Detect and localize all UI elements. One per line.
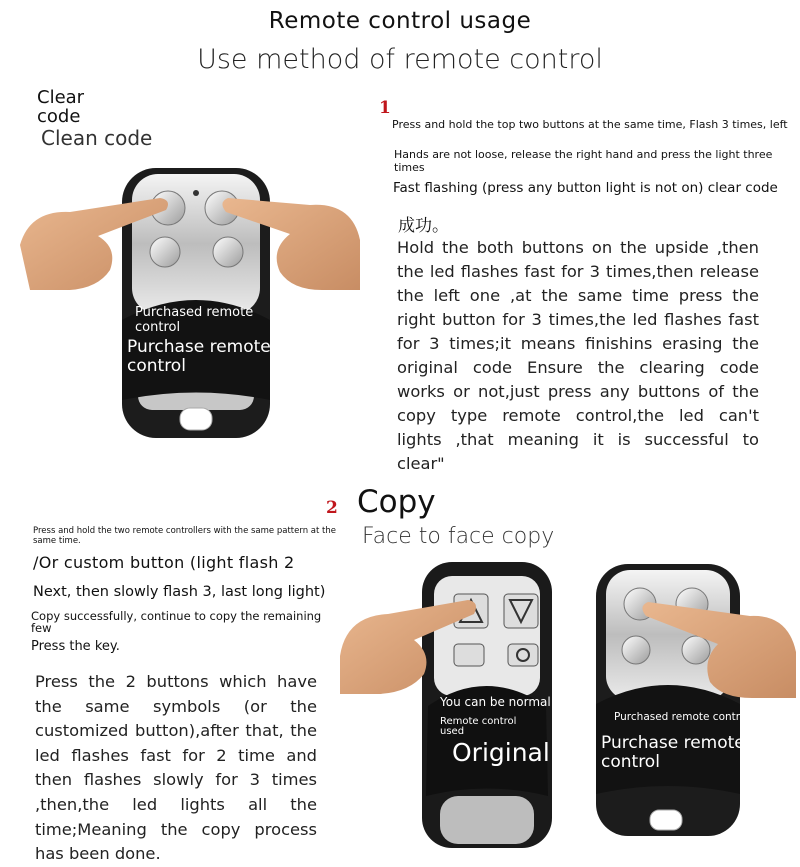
page-title: Remote control usage xyxy=(268,8,532,34)
clear-step-b: Hands are not loose, release the right hand and press the light three times xyxy=(394,148,773,174)
purchased-remote-illustration xyxy=(590,562,800,842)
clear-step-a: Press and hold the top two buttons at the same time, Flash 3 times, left xyxy=(392,118,788,131)
original-label: Original xyxy=(452,738,550,767)
copy-step-c: Next, then slowly flash 3, last long light) xyxy=(33,584,326,600)
clear-chinese-text: 成功。 xyxy=(398,216,449,236)
copy-step-a: Press and hold the two remote controllers with the same pattern at the same time. xyxy=(33,526,336,546)
step-number-1: 1 xyxy=(379,98,391,118)
copy-step-b: /Or custom button (light flash 2 xyxy=(33,553,295,572)
clean-code-label: Clean code xyxy=(41,126,153,150)
step-number-2: 2 xyxy=(326,498,338,518)
purchased-remote-note-small: Purchased remote control xyxy=(135,305,254,335)
copy-subtitle: Face to face copy xyxy=(362,524,555,549)
copy-step-e: Press the key. xyxy=(31,639,120,654)
copy-step-d: Copy successfully, continue to copy the remaining few xyxy=(31,609,322,635)
purchased-note-small: Purchased remote control xyxy=(614,711,750,723)
original-note-small: Remote control used xyxy=(440,716,517,737)
clear-step-c: Fast flashing (press any button light is not on) clear code xyxy=(393,180,778,196)
page-subtitle: Use method of remote control xyxy=(197,44,603,75)
copy-paragraph: Press the 2 buttons which have the same symbols (or the customized button),after that, the led flashes fast for 2 time and then flashes slowly for 3 times ,then,the led lights all the time;Meaning the copy process has been done. xyxy=(35,672,317,864)
original-note: You can be normal xyxy=(440,695,551,709)
purchased-remote-note-large: Purchase remote control xyxy=(127,337,271,376)
clear-code-label: Clear code xyxy=(37,87,85,127)
clear-code-paragraph: Hold the both buttons on the upside ,then the led flashes fast for 3 times,then release the left one ,at the same time press the right button for 3 times,the led flashes fast for 3 times;it means finishins erasing the original code Ensure the clearing code works or not,just press any buttons of the copy type remote control,the led can't lights ,that meaning it is successful to clear" xyxy=(397,238,759,473)
purchased-note-large: Purchase remote control xyxy=(601,733,745,772)
copy-title: Copy xyxy=(357,484,436,520)
